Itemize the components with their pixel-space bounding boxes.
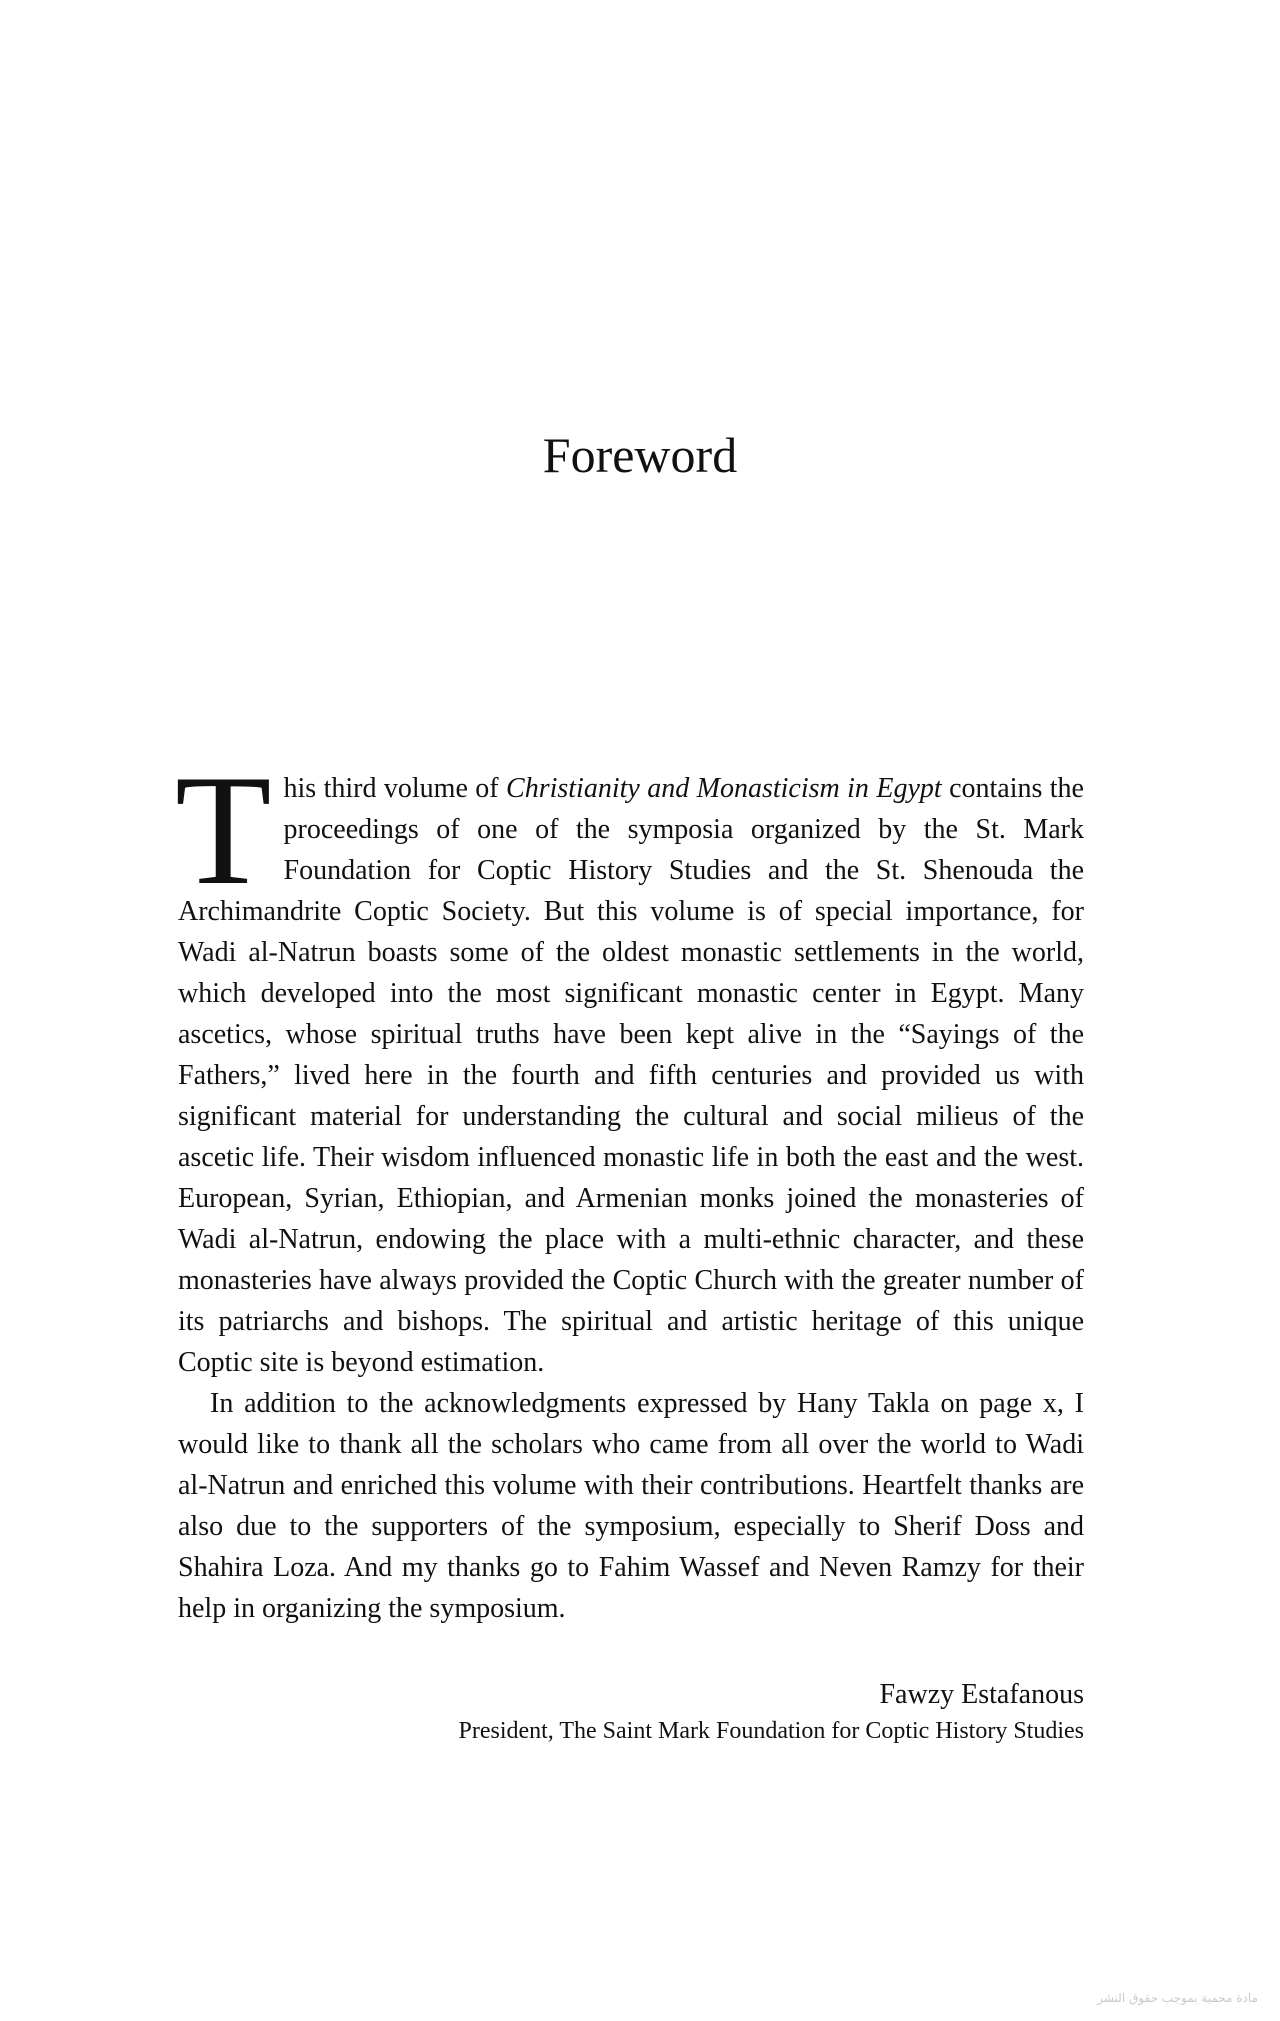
foreword-body [175,743,1084,1629]
book-title: Christianity and Monasticism in Egypt [506,773,942,804]
signature-name: Fawzy Estafanous [879,1679,1084,1710]
paragraph-2: In addition to the acknowledgments expressed by Hany Takla on page x, I would like to thank all the scholars who came from all over the world to Wadi al-Natrun and enriched this volume with their contributions. Heartfelt thanks are also due to the supporters of the symposium, especially to Sherif Doss and Shahira Loza. And my thanks go to Fahim Wassef and Neven Ramzy for their help in organizing the symposium. [178,1388,1084,1624]
drop-cap: T [175,743,272,918]
copyright-watermark: مادة محمية بموجب حقوق النشر [1097,1991,1258,2005]
paragraph-1-intro: his third volume of [283,773,507,804]
paragraph-1-text: contains the proceedings of one of the symposia organized by the St. Mark Foundation for Coptic History Studies and the St. Shenouda the Archimandrite Coptic Society. But this volume is of special importance, for Wadi al-Natrun boasts some of the oldest monastic settlements in the world, which developed into the most significant monastic center in Egypt. Many ascetics, whose spiritual truths have been kept alive in the “Sayings of the Fathers,” lived here in the fourth and fifth centuries and provided us with significant material for understanding the cultural and social milieus of the ascetic life. Their wisdom influenced monastic life in both the east and the west. European, Syrian, Ethiopian, and Armenian monks joined the monasteries of Wadi al-Natrun, endowing the place with a multi-ethnic character, and these monasteries have always provided the Coptic Church with the greater number of its patriarchs and bishops. The spiritual and artistic heritage of this unique Coptic site is beyond estimation. [178,773,1084,1378]
page-title: Foreword [542,427,738,483]
signature-block [458,1675,1084,1747]
signature-title: President, The Saint Mark Foundation for Coptic History Studies [458,1718,1084,1744]
paragraph-1 [175,743,1084,1383]
